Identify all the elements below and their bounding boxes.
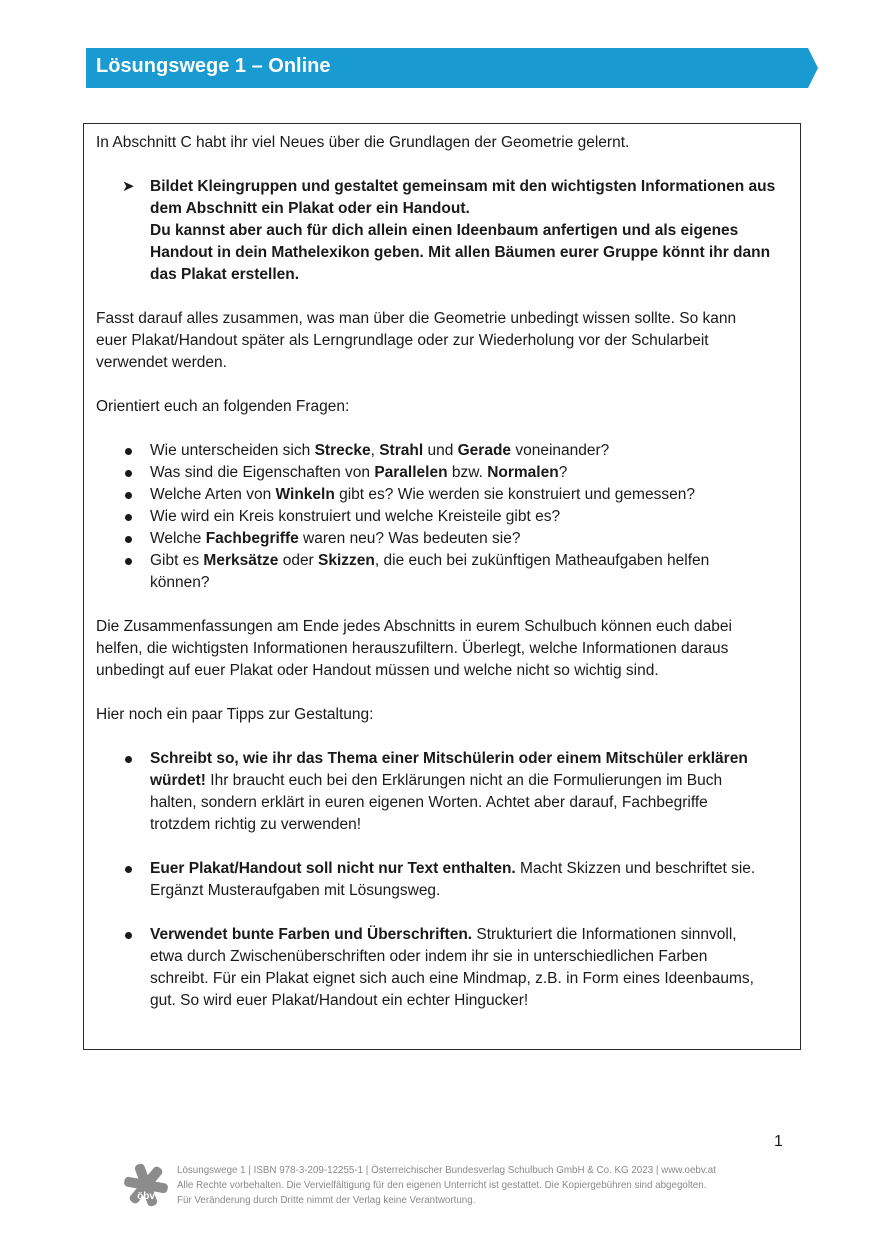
svg-text:öbv: öbv [137,1191,155,1202]
tips-intro: Hier noch ein paar Tipps zur Gestaltung: [96,706,374,723]
list-item: Schreibt so, wie ihr das Thema einer Mitschülerin oder einem Mitschüler erklären würdet! Ihr braucht euch bei den Erklärungen nicht an die Formulierungen im Buch halten, sondern erklärt in euren eigenen Worten. Achtet aber darauf, Fachbegriffe trotzdem richtig zu verwenden! [122,748,788,836]
question-list [122,440,788,594]
footer-legal: Lösungswege 1 | ISBN 978-3-209-12255-1 | Österreichischer Bundesverlag Schulbuch GmbH & Co. KG 2023 | www.oebv.at Alle Rechte vorbehalten. Die Vervielfältigung für den eigenen Unterricht ist gestattet. Die Kopiergebühren sind abgegolten. Für Veränderung durch Dritte nimmt der Verlag keine Verantwortung. [177,1165,716,1206]
bullet-icon [122,550,150,594]
intro-text: In Abschnitt C habt ihr viel Neues über die Grundlagen der Geometrie gelernt. [96,134,630,151]
oebv-logo-icon [124,1161,170,1211]
tips-list [122,748,788,836]
bullet-icon [122,924,150,1012]
questions-intro: Orientiert euch an folgenden Fragen: [96,398,350,415]
list-item: Welche Fachbegriffe waren neu? Was bedeuten sie? [122,528,788,550]
tips-list [122,924,788,1012]
page-number: 1 [774,1133,783,1150]
task-text: Bildet Kleingruppen und gestaltet gemeinsam mit den wichtigsten Informationen aus dem Abschnitt ein Plakat oder ein Handout. Du kannst aber auch für dich allein einen Ideenbaum anfertigen und als eigenes Handout in dein Mathelexikon geben. Mit allen Bäumen eurer Gruppe könnt ihr dann das Plakat erstellen. [150,178,776,283]
header-banner [86,48,818,88]
list-item: Verwendet bunte Farben und Überschriften. Strukturiert die Informationen sinnvoll, etwa durch Zwischenüberschriften oder indem ihr sie in unterschiedlichen Farben schreibt. Für ein Plakat eignet sich auch eine Mindmap, z.B. in Form eines Ideenbaums, gut. So wird euer Plakat/Handout ein echter Hingucker! [122,924,788,1012]
bullet-icon [122,462,150,484]
closing-text: Die Zusammenfassungen am Ende jedes Abschnitts in eurem Schulbuch können euch dabei helfen, die wichtigsten Informationen herauszufiltern. Überlegt, welche Informationen daraus unbedingt auf euer Plakat oder Handout müssen und welche nicht so wichtig sind. [96,618,732,679]
list-item: Was sind die Eigenschaften von Parallelen bzw. Normalen? [122,462,788,484]
list-item: Wie unterscheiden sich Strecke, Strahl und Gerade voneinander? [122,440,788,462]
list-item: Wie wird ein Kreis konstruiert und welche Kreisteile gibt es? [122,506,788,528]
bullet-icon [122,528,150,550]
page-title: Lösungswege 1 – Online [96,55,331,77]
content-box [83,123,801,1050]
list-item: Gibt es Merksätze oder Skizzen, die euch bei zukünftigen Matheaufgaben helfen können? [122,550,788,594]
tips-list [122,858,788,902]
list-item: Welche Arten von Winkeln gibt es? Wie werden sie konstruiert und gemessen? [122,484,788,506]
bullet-icon [122,748,150,836]
task-item [122,176,788,286]
bullet-icon [122,484,150,506]
list-item: Euer Plakat/Handout soll nicht nur Text enthalten. Macht Skizzen und beschriftet sie. Ergänzt Musteraufgaben mit Lösungsweg. [122,858,788,902]
summary-text: Fasst darauf alles zusammen, was man über die Geometrie unbedingt wissen sollte. So kann euer Plakat/Handout später als Lerngrundlage oder zur Wiederholung vor der Schularbeit verwendet werden. [96,310,737,371]
bullet-icon [122,440,150,462]
bullet-icon [122,506,150,528]
bullet-icon [122,858,150,902]
arrow-bullet-icon: ➤ [122,178,135,195]
publisher-logo [124,1161,170,1211]
